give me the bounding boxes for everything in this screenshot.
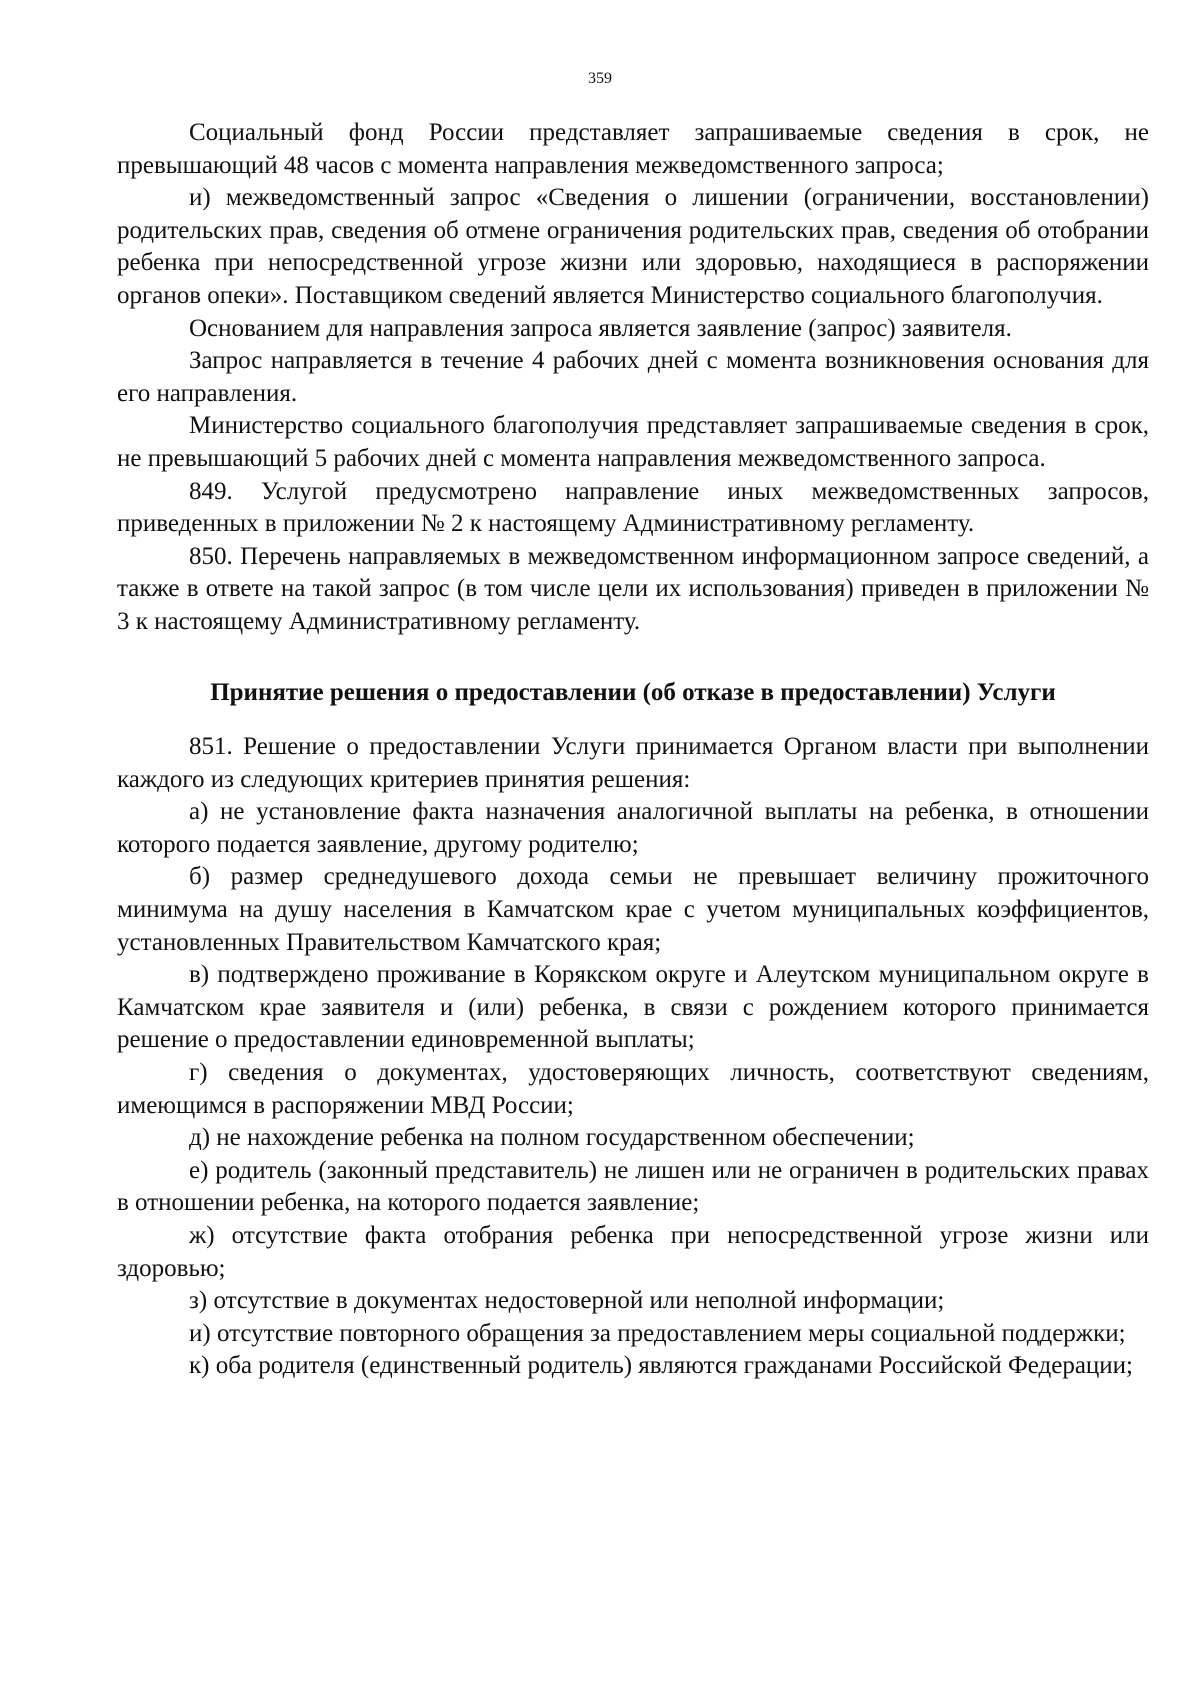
section-title: Принятие решения о предоставлении (об отказе в предоставлении) Услуги: [210, 678, 1056, 706]
page-number: 359: [588, 70, 612, 87]
title-spacer: [117, 709, 1149, 731]
list-item: в) подтверждено проживание в Корякском округе и Алеутском муниципальном округе в Камчатском крае заявителя и (или) ребенка, в связи с рождением которого принимается решение о предоставлении единовременной выплаты;: [117, 961, 1149, 1054]
paragraph: и) межведомственный запрос «Сведения о лишении (ограничении, восстановлении) родительских прав, сведения об отмене ограничения родительских прав, сведения об отобрании ребенка при непосредственной угрозе жизни или здоровью, находящиеся в распоряжении органов опеки». Поставщиком сведений является Министерство социального благополучия.: [117, 184, 1149, 309]
paragraph: 850. Перечень направляемых в межведомственном информационном запросе сведений, а также в ответе на такой запрос (в том числе цели их использования) приведен в приложении № 3 к настоящему Административному регламенту.: [117, 542, 1149, 635]
list-item: к) оба родителя (единственный родитель) являются гражданами Российской Федерации;: [189, 1352, 1133, 1380]
section-spacer: [117, 639, 1149, 677]
paragraph: 849. Услугой предусмотрено направление иных межведомственных запросов, приведенных в приложении № 2 к настоящему Административному регламенту.: [117, 477, 1149, 538]
list-item: е) родитель (законный представитель) не лишен или не ограничен в родительских правах в отношении ребенка, на которого подается заявление;: [117, 1156, 1149, 1217]
paragraph: 851. Решение о предоставлении Услуги принимается Органом власти при выполнении каждого из следующих критериев принятия решения:: [117, 733, 1149, 793]
list-item: д) не нахождение ребенка на полном государственном обеспечении;: [189, 1124, 915, 1152]
list-item: г) сведения о документах, удостоверяющих личность, соответствуют сведениям, имеющимся в распоряжении МВД России;: [117, 1059, 1149, 1119]
list-item: б) размер среднедушевого дохода семьи не превышает величину прожиточного минимума на душу населения в Камчатском крае с учетом муниципальных коэффициентов, установленных Правительством Камчатского края;: [117, 863, 1149, 956]
document-body: [117, 117, 1149, 1383]
list-item: и) отсутствие повторного обращения за предоставлением меры социальной поддержки;: [189, 1319, 1126, 1347]
paragraph: Социальный фонд России представляет запрашиваемые сведения в срок, не превышающий 48 часов с момента направления межведомственного запроса;: [117, 119, 1149, 179]
paragraph: Основанием для направления запроса является заявление (запрос) заявителя.: [189, 314, 1012, 342]
paragraph: Запрос направляется в течение 4 рабочих дней с момента возникновения основания для его направления.: [117, 347, 1149, 407]
list-item: з) отсутствие в документах недостоверной или неполной информации;: [189, 1287, 945, 1315]
list-item: а) не установление факта назначения аналогичной выплаты на ребенка, в отношении которого подается заявление, другому родителю;: [117, 798, 1149, 858]
list-item: ж) отсутствие факта отобрания ребенка при непосредственной угрозе жизни или здоровью;: [117, 1222, 1149, 1282]
paragraph: Министерство социального благополучия представляет запрашиваемые сведения в срок, не превышающий 5 рабочих дней с момента направления межведомственного запроса.: [117, 412, 1149, 472]
